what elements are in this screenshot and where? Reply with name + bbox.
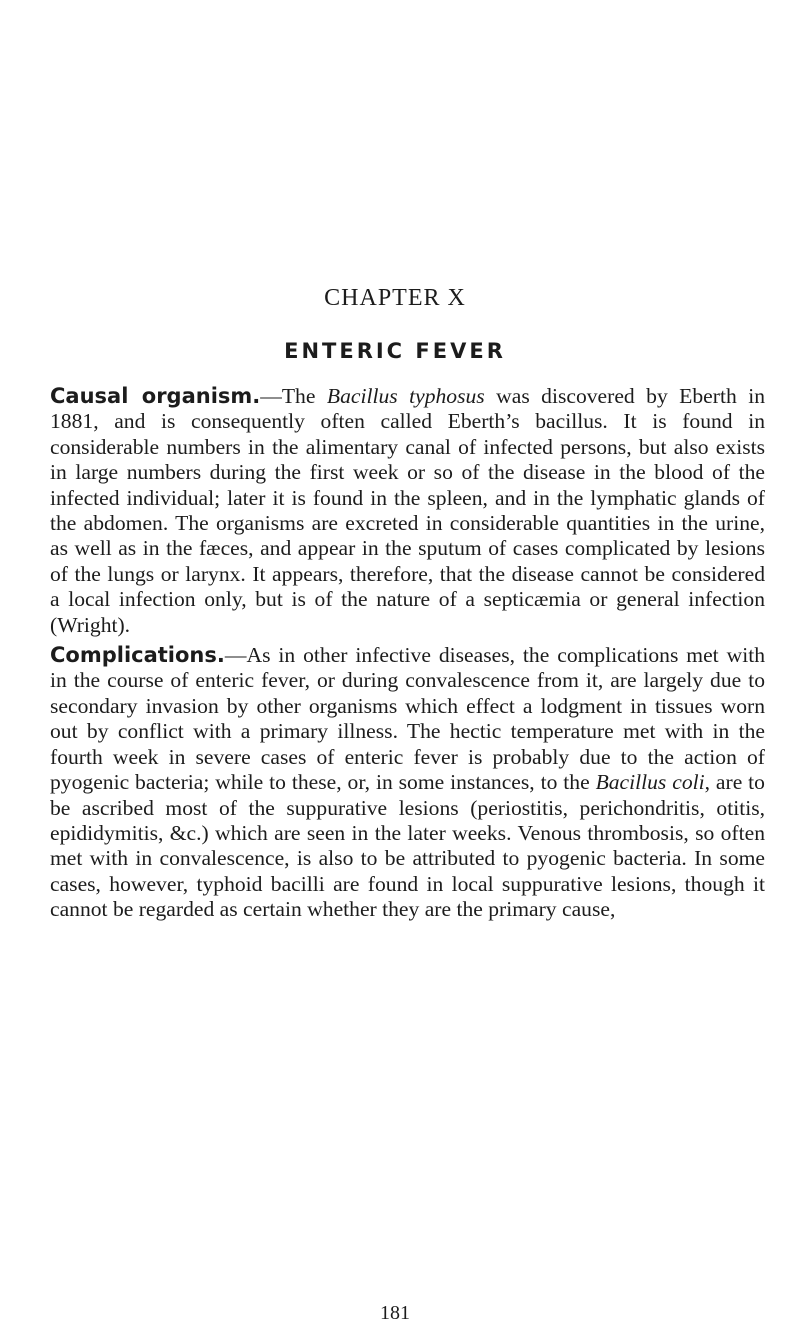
italic-term: Bacillus coli bbox=[595, 770, 705, 795]
italic-term: Bacillus typhosus bbox=[326, 384, 485, 408]
chapter-title: ENTERIC FEVER bbox=[284, 339, 506, 363]
paragraph-heading: Complications. bbox=[50, 643, 225, 668]
paragraph-text: , are to be ascribed most of the suppurative lesions (periostitis, perichondritis, otitis, epididymitis, &c.) which are seen in the later weeks. Venous thrombosis, so often met with in convalescence, is also to be attributed to pyogenic bacteria. In some cases, however, typhoid bacilli are found in local suppurative lesions, though it cannot be regarded as certain whether they are the primary cause, bbox=[50, 770, 765, 922]
paragraph-heading: Causal organism. bbox=[50, 384, 261, 408]
paragraph-text: was discovered by Eberth in 1881, and is consequently often called Eberth’s bacillus. It is found in considerable numbers in the alimentary canal of infected persons, but also exists in large numbers during the first week or so of the disease in the blood of the infected individual; later it is found in the spleen, and in the lymphatic glands of the abdomen. The organisms are excreted in considerable quantities in the urine, as well as in the fæces, and appear in the sputum of cases complicated by lesions of the lungs or larynx. It appears, therefore, that the disease cannot be considered a local infection only, but is of the nature of a septicæmia or general infection (Wright). bbox=[50, 384, 765, 637]
paragraph-causal-organism bbox=[50, 384, 765, 638]
page-number: 181 bbox=[380, 1302, 410, 1324]
chapter-label: CHAPTER X bbox=[324, 285, 466, 311]
paragraph-text: —As in other infective diseases, the complications met with in the course of enteric fever, or during convalescence from it, are largely due to secondary invasion by other organisms which effect a lodgment in tissues worn out by conflict with a primary illness. The hectic temperature met with in the fourth week in severe cases of enteric fever is probably due to the action of pyogenic bacteria; while to these, or, in some instances, to the bbox=[50, 643, 765, 795]
body-text bbox=[50, 384, 765, 923]
paragraph-complications bbox=[50, 643, 765, 922]
paragraph-text: —The bbox=[260, 384, 327, 408]
